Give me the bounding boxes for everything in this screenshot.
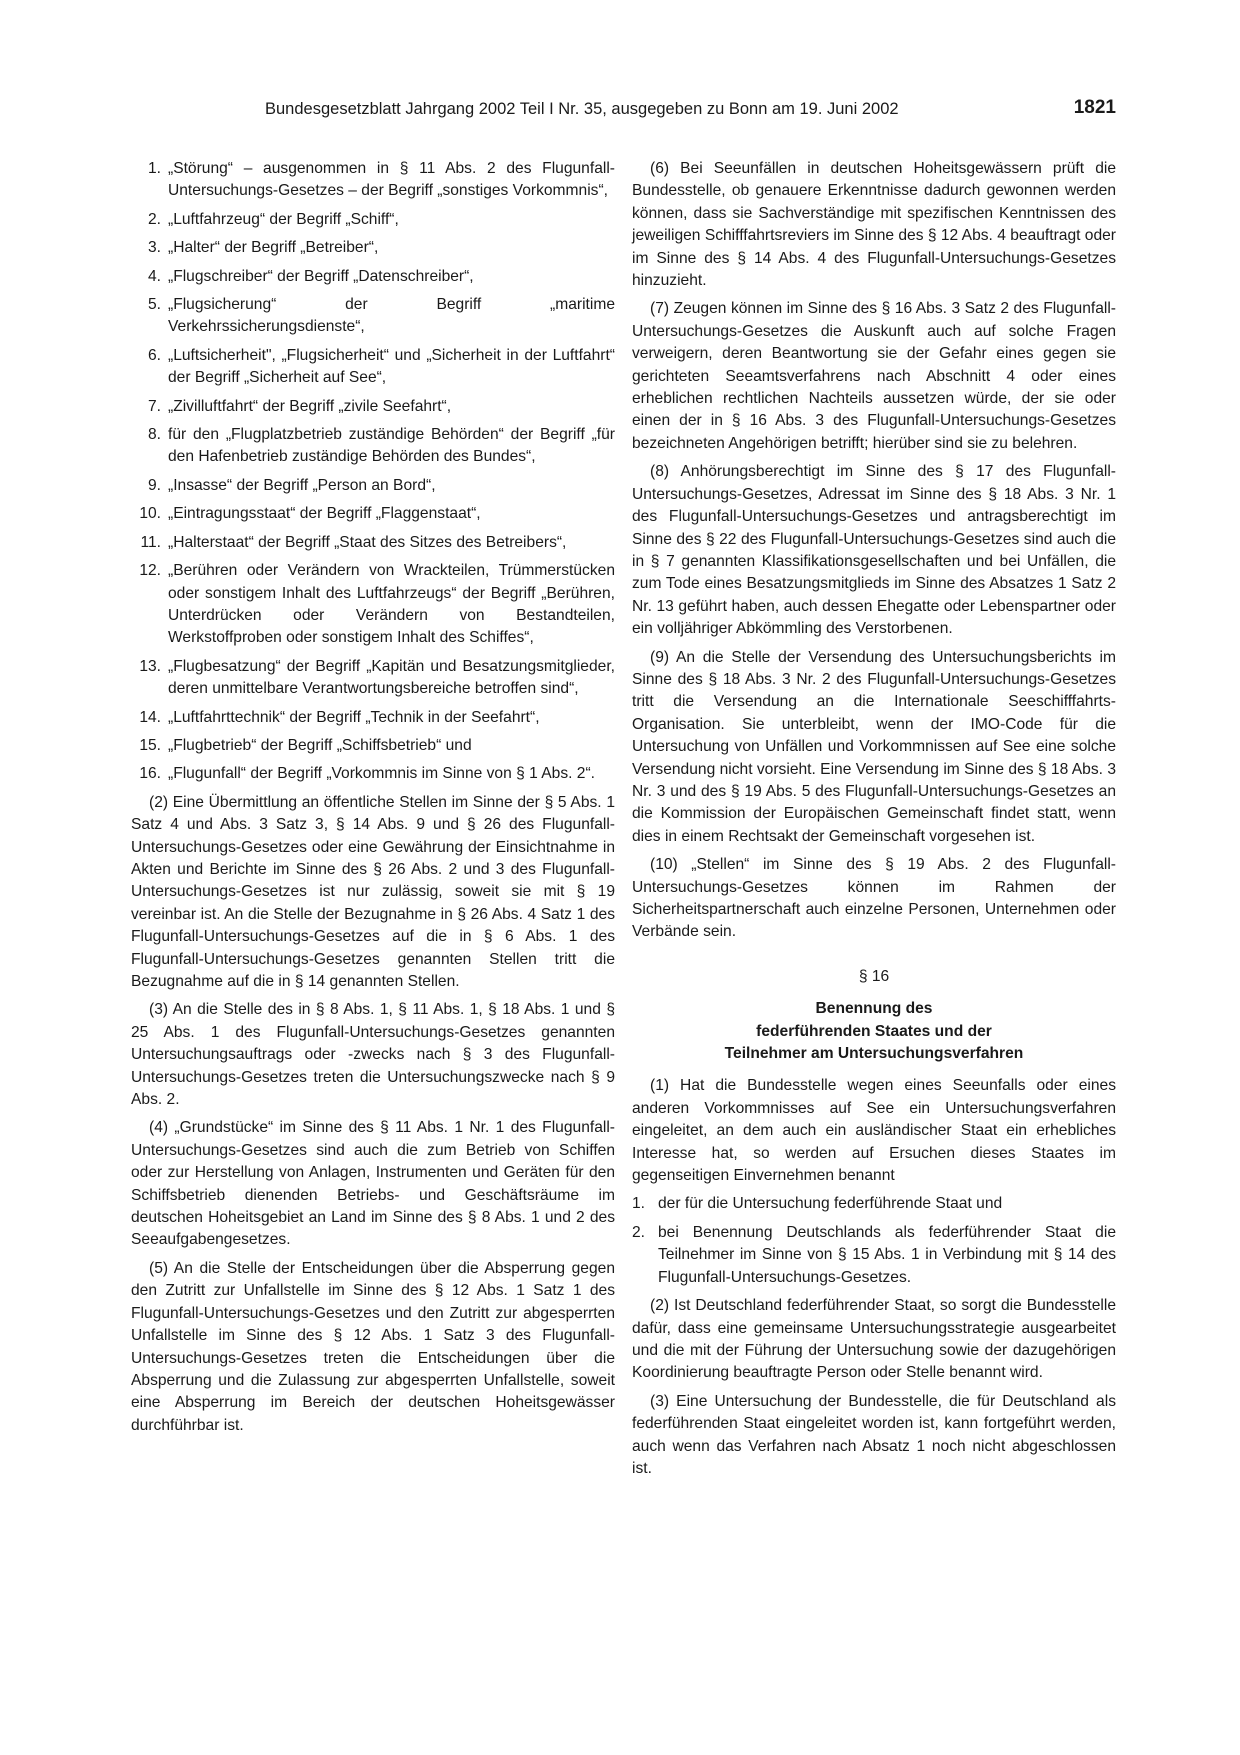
left-column xyxy=(131,158,615,1443)
paragraph: (7) Zeugen können im Sinne des § 16 Abs. 3 Satz 2 des Flugunfall-Untersuchungs-Gesetzes die Auskunft auch auf solche Fragen verweigern, deren Beantwortung sie der Gefahr eines gegen sie gerichteten Seeamtsverfahrens nach Abschnitt 4 oder eines erheblichen rechtlichen Nachteils aussetzen würde, der sie oder einen der in § 16 Abs. 3 des Flugunfall-Untersuchungs-Gesetzes bezeichneten Angehörigen betrifft; hierüber sind sie zu belehren. xyxy=(632,300,1116,452)
paragraph: (3) An die Stelle des in § 8 Abs. 1, § 11 Abs. 1, § 18 Abs. 1 und § 25 Abs. 1 des Flugunfall-Untersuchungs-Gesetzes genannten Untersuchungsauftrags oder -zwecks nach § 3 des Flugunfall-Untersuchungs-Gesetzes treten die Untersuchungszwecke nach § 9 Abs. 2. xyxy=(131,1001,615,1109)
list-item: 6. „Luftsicherheit", „Flugsicherheit“ und „Sicherheit in der Luftfahrt“ der Begriff „Sicherheit auf See“, xyxy=(147,346,615,387)
paragraph: (10) „Stellen“ im Sinne des § 19 Abs. 2 des Flugunfall-Untersuchungs-Gesetzes können im Rahmen der Sicherheitspartnerschaft auch einzelne Personen, Unternehmen oder Verbände sein. xyxy=(632,856,1116,941)
list-item: 7. „Zivilluftfahrt“ der Begriff „zivile Seefahrt“, xyxy=(147,397,452,415)
list-item: 13. „Flugbesatzung“ der Begriff „Kapitän und Besatzungsmitglieder, deren unmittelbare Verantwortungsbereiche betroffen sind“, xyxy=(139,657,615,698)
list-item: 9. „Insasse“ der Begriff „Person an Bord“, xyxy=(147,476,436,494)
list-item: 12. „Berühren oder Verändern von Wrackteilen, Trümmerstücken oder sonstigem Inhalt des Luftfahrzeugs“ der Begriff „Berühren, Unterdrücken oder Verändern von Bestandteilen, Werkstoffproben oder sonstigem Inhalt des Schiffes“, xyxy=(139,562,615,647)
list-item: 2. bei Benennung Deutschlands als federführender Staat die Teilnehmer im Sinne von § 15 Abs. 1 in Verbindung mit § 14 des Flugunfall-Untersuchungs-Gesetzes. xyxy=(632,1223,1116,1286)
list-item: 11. „Halterstaat“ der Begriff „Staat des Sitzes des Betreibers“, xyxy=(140,533,567,551)
section-title-line: federführenden Staates und der xyxy=(756,1022,992,1040)
right-column xyxy=(632,158,1116,1486)
section-number: § 16 xyxy=(858,967,890,985)
list-item: 1. der für die Untersuchung federführende Staat und xyxy=(632,1195,1003,1213)
paragraph: (1) Hat die Bundesstelle wegen eines Seeunfalls oder eines anderen Vorkommnisses auf See ein Untersuchungsverfahren eingeleitet, an dem auch ein ausländischer Staat ein erhebliches Interesse hat, so werden auf Ersuchen dieses Staates im gegenseitigen Einvernehmen benannt xyxy=(632,1077,1116,1185)
paragraph: (4) „Grundstücke“ im Sinne des § 11 Abs. 1 Nr. 1 des Flugunfall-Untersuchungs-Gesetzes sind auch die zum Betrieb von Schiffen oder zur Herstellung von Anlagen, Instrumenten und Geräten für den Schiffsbetrieb dienenden Betriebs- und Geschäftsräume im deutschen Hoheitsgebiet an Land im Sinne des § 8 Abs. 1 und 2 des Seeaufgabengesetzes. xyxy=(131,1119,615,1249)
paragraph: (2) Ist Deutschland federführender Staat, so sorgt die Bundesstelle dafür, dass eine gemeinsame Untersuchungsstrategie ausgearbeitet und die mit der Führung der Untersuchung sowie der dazugehörigen Koordinierung beauftragte Person oder Stelle benannt wird. xyxy=(632,1297,1116,1382)
header-text: Bundesgesetzblatt Jahrgang 2002 Teil I Nr. 35, ausgegeben zu Bonn am 19. Juni 2002 xyxy=(265,100,899,118)
paragraph: (5) An die Stelle der Entscheidungen über die Absperrung gegen den Zutritt zur Unfallstelle im Sinne des § 12 Abs. 1 Satz 1 des Flugunfall-Untersuchungs-Gesetzes und den Zutritt zur abgesperrten Unfallstelle im Sinne des § 12 Abs. 1 Satz 3 des Flugunfall-Untersuchungs-Gesetzes treten die Entscheidungen über die Absperrung und die Zulassung zur abgesperrten Unfallstelle, soweit eine Absperrung im Bereich der deutschen Hoheitsgewässer durchführbar ist. xyxy=(131,1259,615,1434)
list-item: 16. „Flugunfall“ der Begriff „Vorkommnis im Sinne von § 1 Abs. 2“. xyxy=(139,765,595,783)
section-title xyxy=(632,998,1116,1065)
list-item: 5. „Flugsicherung“ der Begriff „maritime Verkehrssicherungsdienste“, xyxy=(147,296,615,336)
section-title-line: Teilnehmer am Untersuchungsverfahren xyxy=(724,1045,1024,1063)
list-item: 3. „Halter“ der Begriff „Betreiber“, xyxy=(147,239,379,257)
list-item: 1. „Störung“ – ausgenommen in § 11 Abs. 2 des Flugunfall-Untersuchungs-Gesetzes – der Begriff „sonstiges Vorkommnis“, xyxy=(147,160,615,200)
page-number: 1821 xyxy=(1073,97,1116,118)
section-title-line: Benennung des xyxy=(815,1000,933,1018)
definition-list xyxy=(131,158,615,786)
paragraph: (9) An die Stelle der Versendung des Untersuchungsberichts im Sinne des § 18 Abs. 3 Nr. 2 des Flugunfall-Untersuchungs-Gesetzes tritt die Versendung an die Internationale Seeschifffahrts-Organisation. Sie unterbleibt, wenn der IMO-Code für die Untersuchung von Unfällen und Vorkommnissen auf See eine solche Versendung nicht vorsieht. Eine Versendung im Sinne des § 18 Abs. 3 Nr. 3 und des § 19 Abs. 5 des Flugunfall-Untersuchungs-Gesetzes an die Kommission der Europäischen Gemeinschaft findet statt, wenn dies in einem Rechtsakt der Gemeinschaft vorgesehen ist. xyxy=(632,648,1116,845)
list-item: 14. „Luftfahrttechnik“ der Begriff „Technik in der Seefahrt“, xyxy=(139,708,540,726)
page-header xyxy=(0,97,1240,130)
paragraph: (8) Anhörungsberechtigt im Sinne des § 17 des Flugunfall-Untersuchungs-Gesetzes, Adressat im Sinne des § 18 Abs. 3 Nr. 1 des Flugunfall-Untersuchungs-Gesetzes und antragsberechtigt im Sinne des § 22 des Flugunfall-Untersuchungs-Gesetzes sind auch die in § 7 genannten Klassifikationsgesellschaften und bei Unfällen, die zum Tode eines Besatzungsmitglieds im Sinne des Absatzes 1 Satz 2 Nr. 13 geführt haben, auch dessen Ehegatte oder Lebenspartner oder ein volljähriger Abkömmling des Verstorbenen. xyxy=(632,463,1116,638)
paragraph: (6) Bei Seeunfällen in deutschen Hoheitsgewässern prüft die Bundesstelle, ob genauere Erkenntnisse dadurch gewonnen werden können, dass sie Sachverständige mit spezifischen Kenntnissen des jeweiligen Schifffahrtsreviers im Sinne des § 12 Abs. 4 beauftragt oder im Sinne des § 14 Abs. 4 des Flugunfall-Untersuchungs-Gesetzes hinzuzieht. xyxy=(632,160,1116,290)
list-item: 4. „Flugschreiber“ der Begriff „Datenschreiber“, xyxy=(147,267,474,285)
list-item: 15. „Flugbetrieb“ der Begriff „Schiffsbetrieb“ und xyxy=(139,736,472,754)
list-item: 2. „Luftfahrzeug“ der Begriff „Schiff“, xyxy=(147,210,399,228)
paragraph: (2) Eine Übermittlung an öffentliche Stellen im Sinne der § 5 Abs. 1 Satz 4 und Abs. 3 Satz 3, § 14 Abs. 9 und § 26 des Flugunfall-Untersuchungs-Gesetzes oder eine Gewährung der Einsichtnahme in Akten und Berichte im Sinne des § 26 Abs. 2 und 3 des Flugunfall-Untersuchungs-Gesetzes ist nur zulässig, soweit sie mit § 19 vereinbar ist. An die Stelle der Bezugnahme in § 26 Abs. 4 Satz 1 des Flugunfall-Untersuchungs-Gesetzes auf die in § 6 Abs. 1 des Flugunfall-Untersuchungs-Gesetzes genannten Stellen tritt die Bezugnahme auf die in § 14 genannten Stellen. xyxy=(131,793,615,990)
enumeration-list xyxy=(632,1193,1116,1289)
list-item: 8. für den „Flugplatzbetrieb zuständige Behörden“ der Begriff „für den Hafenbetrieb zuständige Behörden des Bundes“, xyxy=(147,426,615,466)
list-item: 10. „Eintragungsstaat“ der Begriff „Flaggenstaat“, xyxy=(139,505,481,523)
paragraph: (3) Eine Untersuchung der Bundesstelle, die für Deutschland als federführenden Staat eingeleitet worden ist, kann fortgeführt werden, auch wenn das Verfahren nach Absatz 1 noch nicht abgeschlossen ist. xyxy=(632,1392,1116,1477)
